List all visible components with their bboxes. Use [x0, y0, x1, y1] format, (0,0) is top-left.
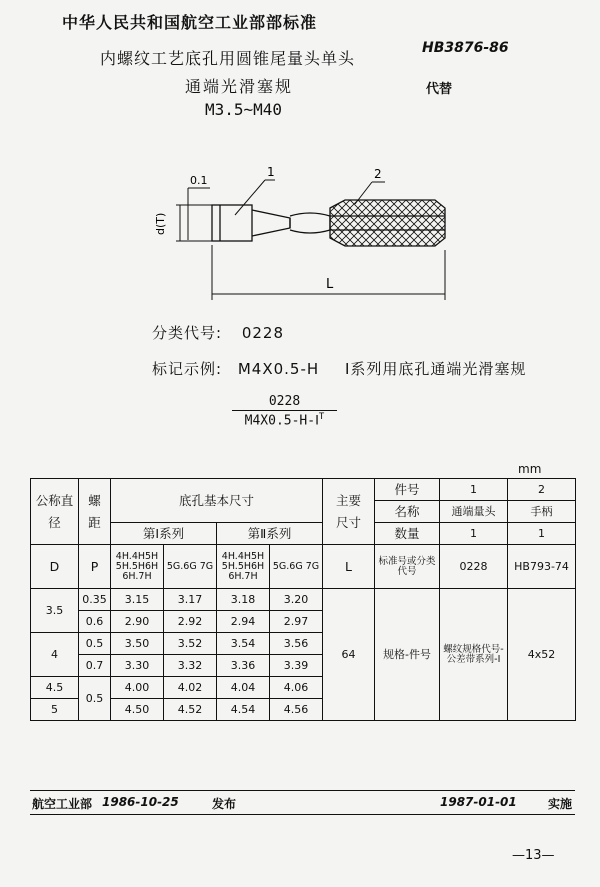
row-a: 3.15	[111, 589, 164, 611]
row-P: 0.5	[79, 633, 111, 655]
document-title: 内螺纹工艺底孔用圆锥尾量头单头	[100, 49, 356, 68]
header-part-no: 件号	[375, 479, 440, 501]
row-D: 5	[31, 699, 79, 721]
marking-example-value: M4X0.5-H	[237, 360, 320, 378]
marking-example-desc: Ⅰ系列用底孔通端光滑塞规	[344, 360, 527, 378]
class-code-label: 分类代号:	[152, 324, 223, 342]
handle-spec: 4x52	[508, 589, 576, 721]
header-name: 名称	[375, 501, 440, 523]
row-a: 3.50	[111, 633, 164, 655]
callout-2	[355, 167, 385, 204]
tolerance-frame	[188, 174, 210, 240]
fraction-denominator: M4X0.5-H-Ⅰ$^T$	[232, 410, 337, 428]
standard-title: 中华人民共和国航空工业部部标准	[62, 13, 318, 32]
footer-rule-bottom	[30, 814, 575, 815]
header-series2: 第Ⅱ系列	[217, 523, 323, 545]
callout-1	[235, 165, 275, 215]
row-D: 4.5	[31, 677, 79, 699]
spec-code: 螺纹规格代号-公差带系列-Ⅰ	[440, 589, 508, 721]
row-a: 3.30	[111, 655, 164, 677]
row-P: 0.35	[79, 589, 111, 611]
class-code-value: 0228	[241, 324, 285, 342]
diameter-dimension	[154, 205, 212, 241]
row-a: 4.50	[111, 699, 164, 721]
callout-1-label: 1	[267, 165, 275, 179]
row-b: 2.92	[164, 611, 217, 633]
header-qty: 数量	[375, 523, 440, 545]
part2-qty: 1	[508, 523, 576, 545]
row-c: 2.94	[217, 611, 270, 633]
header-series1: 第Ⅰ系列	[111, 523, 217, 545]
marking-example-label: 标记示例:	[152, 360, 223, 378]
part1-name: 通端量头	[440, 501, 508, 523]
marking-fraction	[232, 394, 337, 428]
row-d: 4.06	[270, 677, 323, 699]
row-a: 2.90	[111, 611, 164, 633]
row-P: 0.5	[79, 677, 111, 721]
row-c: 4.54	[217, 699, 270, 721]
row-c: 3.54	[217, 633, 270, 655]
row-c: 3.36	[217, 655, 270, 677]
spec-label: 规格-件号	[375, 589, 440, 721]
row-b: 3.17	[164, 589, 217, 611]
row-d: 4.56	[270, 699, 323, 721]
row-b: 4.02	[164, 677, 217, 699]
part2-no: 2	[508, 479, 576, 501]
row-d: 3.39	[270, 655, 323, 677]
header-tol-a: 4H.4H5H 5H.5H6H 6H.7H	[111, 545, 164, 589]
length-label: L	[326, 277, 334, 292]
diameter-label: d(T)	[154, 212, 167, 235]
footer-issuer: 航空工业部	[32, 797, 93, 811]
header-tol-b: 5G.6G 7G	[164, 545, 217, 589]
callout-2-label: 2	[374, 167, 382, 181]
header-P: P	[79, 545, 111, 589]
part2-name: 手柄	[508, 501, 576, 523]
class-code-line	[152, 322, 284, 343]
document-subtitle: 通端光滑塞规	[185, 77, 294, 96]
row-b: 3.32	[164, 655, 217, 677]
footer-issue-label: 发布	[212, 797, 237, 811]
page-number: —13—	[512, 848, 555, 863]
replaces-label: 代替	[426, 82, 453, 97]
row-b: 4.52	[164, 699, 217, 721]
header-basic-size: 底孔基本尺寸	[111, 479, 323, 523]
footer-effective-label: 实施	[548, 797, 573, 811]
header-tol-c: 4H.4H5H 5H.5H6H 6H.7H	[217, 545, 270, 589]
row-b: 3.52	[164, 633, 217, 655]
row-D: 3.5	[31, 589, 79, 633]
header-pitch: 螺距	[79, 479, 111, 545]
row-P: 0.6	[79, 611, 111, 633]
row-c: 3.18	[217, 589, 270, 611]
row-P: 0.7	[79, 655, 111, 677]
gauge-handle	[330, 200, 445, 246]
part1-std: 0228	[440, 545, 508, 589]
plug-gauge-drawing	[150, 160, 460, 310]
header-D: D	[31, 545, 79, 589]
unit-label: mm	[518, 462, 542, 476]
row-c: 4.04	[217, 677, 270, 699]
header-std: 标准号或分类代号	[375, 545, 440, 589]
header-nominal-diameter: 公称直径	[31, 479, 79, 545]
fraction-superscript: T	[318, 412, 325, 422]
footer-issue-date: 1986-10-25	[102, 795, 179, 809]
header-main-size: 主要尺寸	[323, 479, 375, 545]
part1-qty: 1	[440, 523, 508, 545]
header-L: L	[323, 545, 375, 589]
marking-example-line	[152, 358, 526, 379]
footer-effective-date: 1987-01-01	[440, 795, 517, 809]
row-d: 3.56	[270, 633, 323, 655]
fraction-numerator: 0228	[268, 394, 301, 409]
footer-rule-top	[30, 790, 575, 791]
part1-no: 1	[440, 479, 508, 501]
row-d: 3.20	[270, 589, 323, 611]
gauge-neck	[290, 213, 330, 233]
header-tol-d: 5G.6G 7G	[270, 545, 323, 589]
part2-std: HB793-74	[508, 545, 576, 589]
length-dimension	[212, 245, 445, 300]
row-d: 2.97	[270, 611, 323, 633]
L-value: 64	[323, 589, 375, 721]
row-a: 4.00	[111, 677, 164, 699]
standard-number: HB3876-86	[422, 40, 509, 56]
tolerance-label: 0.1	[190, 174, 208, 187]
spec-table	[30, 478, 576, 721]
gauge-head	[212, 205, 290, 241]
row-D: 4	[31, 633, 79, 677]
thread-range: M3.5~M40	[205, 100, 283, 119]
